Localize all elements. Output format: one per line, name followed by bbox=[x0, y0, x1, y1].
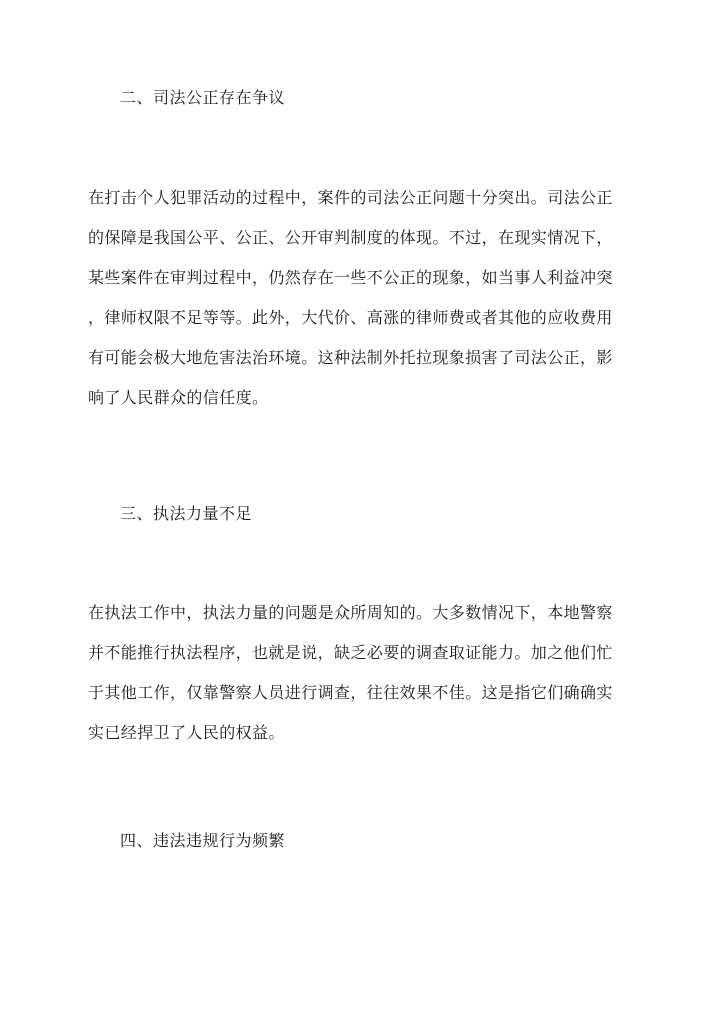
paragraph-line: 有可能会极大地危害法治环境。这种法制外托拉现象损害了司法公正，影 bbox=[88, 348, 613, 367]
paragraph-line: 在打击个人犯罪活动的过程中，案件的司法公正问题十分突出。司法公正 bbox=[88, 188, 613, 207]
paragraph-line: 响了人民群众的信任度。 bbox=[88, 388, 269, 407]
section-heading-law-enforcement: 三、执法力量不足 bbox=[120, 504, 253, 523]
paragraph-line: 在执法工作中，执法力量的问题是众所周知的。大多数情况下，本地警察 bbox=[88, 603, 613, 622]
paragraph-line: 的保障是我国公平、公正、公开审判制度的体现。不过，在现实情况下， bbox=[88, 228, 613, 247]
section-heading-judicial-fairness: 二、司法公正存在争议 bbox=[120, 88, 286, 107]
paragraph-law-enforcement bbox=[88, 593, 648, 753]
paragraph-line: 并不能推行执法程序，也就是说，缺乏必要的调查取证能力。加之他们忙 bbox=[88, 643, 613, 662]
paragraph-line: ，律师权限不足等等。此外，大代价、高涨的律师费或者其他的应收费用 bbox=[88, 308, 613, 327]
section-heading-violations: 四、违法违规行为频繁 bbox=[120, 831, 286, 850]
paragraph-judicial-fairness bbox=[88, 178, 648, 418]
paragraph-line: 实已经捍卫了人民的权益。 bbox=[88, 723, 285, 742]
paragraph-line: 于其他工作，仅靠警察人员进行调查，往往效果不佳。这是指它们确确实 bbox=[88, 683, 613, 702]
paragraph-line: 某些案件在审判过程中，仍然存在一些不公正的现象，如当事人利益冲突 bbox=[88, 268, 613, 287]
